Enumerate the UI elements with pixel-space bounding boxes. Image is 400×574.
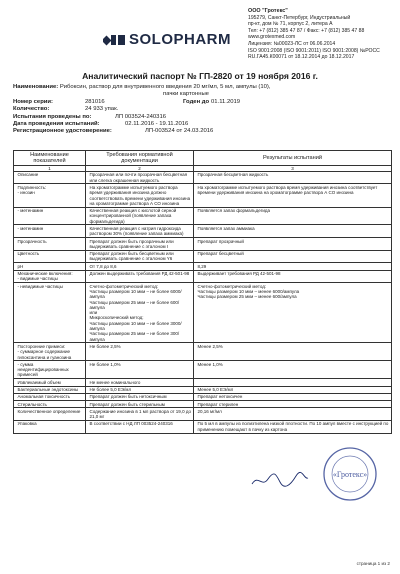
cell-line: Подлинность: bbox=[17, 184, 47, 190]
parameter-cell bbox=[14, 270, 86, 283]
cell-line: Описание bbox=[17, 172, 39, 178]
test-label: Испытания проведены по: bbox=[13, 113, 92, 120]
parameter-cell bbox=[14, 393, 86, 400]
parameter-cell bbox=[14, 225, 86, 238]
cell-line: Счетно-фотометрический метод: bbox=[89, 283, 159, 289]
column-number: 3 bbox=[194, 165, 392, 171]
result-cell bbox=[194, 250, 392, 263]
cell-line: Прозрачность bbox=[17, 238, 47, 244]
cell-line: Содержание инозина в 1 мл раствора от 19,0 до 21,0 мг bbox=[89, 408, 191, 420]
result-cell bbox=[194, 408, 392, 421]
table-row bbox=[14, 171, 392, 184]
series-label: Номер серии: bbox=[13, 98, 53, 105]
company-license: Лицензия: №00023-ЛС от 06.06.2014 bbox=[248, 40, 336, 47]
cell-line: Качественная реакция с кислотой серной концентрированной (появление запаха формальдегида) bbox=[89, 208, 177, 224]
cell-line: Прозрачная бесцветная жидкость bbox=[197, 172, 269, 178]
requirement-cell bbox=[86, 393, 194, 400]
results-table bbox=[13, 150, 392, 434]
cell-line: Прозрачная или почти прозрачная бесцветная или слегка окрашенная жидкость bbox=[89, 172, 188, 183]
requirement-cell bbox=[86, 401, 194, 408]
cell-line: Появляется запах формальдегида bbox=[197, 208, 271, 214]
cell-line: Частицы размером 10 мкм – менее 6000/ампула bbox=[197, 288, 300, 294]
cell-line: Препарат прозрачный bbox=[197, 238, 244, 244]
company-details bbox=[248, 8, 398, 61]
parameter-cell bbox=[14, 250, 86, 263]
cell-line: - инозин bbox=[17, 190, 35, 196]
cell-line: Выдерживает требования РД 42-501-98 bbox=[197, 271, 281, 277]
name-value-cont: пачки картонные bbox=[163, 91, 209, 98]
document-title: Аналитический паспорт № ГП-2820 от 19 ноября 2016 г. bbox=[82, 71, 318, 81]
column-number: 2 bbox=[86, 165, 194, 171]
parameter-cell bbox=[14, 171, 86, 184]
requirement-cell bbox=[86, 250, 194, 263]
result-cell bbox=[194, 420, 392, 433]
table-row bbox=[14, 408, 392, 421]
cell-line: Механические включения: bbox=[17, 271, 73, 277]
table-row bbox=[14, 270, 392, 283]
parameter-cell bbox=[14, 386, 86, 393]
cell-line: 8,29 bbox=[197, 263, 207, 269]
qty-label: Количество: bbox=[13, 106, 50, 113]
logo-text: SOLOPHARM bbox=[129, 31, 231, 48]
parameter-cell bbox=[14, 408, 86, 421]
cell-line: Препарат бесцветный bbox=[197, 251, 244, 257]
signature bbox=[250, 470, 310, 490]
company-stamp bbox=[322, 446, 378, 502]
company-address-line: 195279, Санкт-Петербург, Индустриальный bbox=[248, 14, 351, 21]
company-website: www.grotexmed.com bbox=[248, 34, 296, 41]
table-row bbox=[14, 393, 392, 400]
result-cell bbox=[194, 393, 392, 400]
table-row bbox=[14, 238, 392, 251]
cell-line: По 5 мл в ампулы из полиэтилена низкой плотности. По 10 ампул вместе с инструкцией по применению помещают в пачку из картона bbox=[197, 421, 389, 432]
dates-label: Дата проведения испытаний: bbox=[13, 120, 100, 127]
cell-line: Упаковка bbox=[17, 421, 37, 427]
name-label: Наименование: bbox=[13, 84, 59, 90]
requirement-cell bbox=[86, 238, 194, 251]
cell-line: Микроскопический метод: bbox=[89, 315, 144, 321]
cell-line: - метенамин bbox=[17, 225, 44, 231]
result-cell bbox=[194, 343, 392, 361]
valid-value: 01.11.2019 bbox=[211, 98, 241, 105]
cell-line: - невидимые частицы bbox=[17, 283, 63, 289]
requirement-cell bbox=[86, 171, 194, 184]
parameter-cell bbox=[14, 184, 86, 207]
requirement-cell bbox=[86, 361, 194, 379]
result-cell bbox=[194, 171, 392, 184]
result-cell bbox=[194, 238, 392, 251]
requirement-cell bbox=[86, 207, 194, 225]
cell-line: Препарат должен быть бесцветным или выдерживать сравнение с эталоном Y6 bbox=[89, 251, 174, 262]
name-value: Рибоксин, раствор для внутривенного введения 20 мг/мл, 5 мл, ампулы (10), bbox=[59, 84, 271, 90]
test-value: ЛП 003524-240316 bbox=[115, 113, 167, 120]
cell-line: Не более 1,0% bbox=[89, 361, 121, 367]
cell-line: Не более 5,0 ЕЭ/мл bbox=[89, 387, 132, 392]
cell-line: Препарат должен быть стерильным bbox=[89, 401, 165, 407]
header-cell: Результаты испытаний bbox=[194, 151, 392, 166]
cell-line: Частицы размером 10 мкм – не более 3000/ампула bbox=[89, 320, 182, 332]
cell-line: На хроматограмме испытуемого раствора время удерживания инозина соответствует времени удерживания инозина на хроматограмме раствора А СО инозина bbox=[197, 184, 378, 196]
result-cell bbox=[194, 379, 392, 386]
result-cell bbox=[194, 361, 392, 379]
header-cell: Наименование показателей bbox=[14, 151, 86, 166]
cell-line: Частицы размером 25 мкм – менее 600/ампула bbox=[197, 294, 297, 300]
cell-line: В соответствии с НД ЛП 003524-240316 bbox=[89, 421, 173, 427]
table-row bbox=[14, 420, 392, 433]
parameter-cell bbox=[14, 207, 86, 225]
cell-line: Бактериальные эндотоксины bbox=[17, 387, 79, 392]
cell-line: Счетно-фотометрический метод: bbox=[197, 283, 267, 289]
valid-label: Годен до bbox=[183, 98, 210, 105]
parameter-cell bbox=[14, 263, 86, 270]
cell-line: Менее 2,5% bbox=[197, 343, 223, 349]
cell-line: Должен выдерживать требования РД 42-501-98 bbox=[89, 271, 190, 277]
parameter-cell bbox=[14, 361, 86, 379]
parameter-cell bbox=[14, 420, 86, 433]
solopharm-logo bbox=[103, 31, 231, 48]
solopharm-logo-icon bbox=[103, 33, 125, 47]
cell-line: Стерильность bbox=[17, 401, 47, 407]
requirement-cell bbox=[86, 420, 194, 433]
table-row bbox=[14, 283, 392, 343]
table-row bbox=[14, 379, 392, 386]
requirement-cell bbox=[86, 225, 194, 238]
table-row bbox=[14, 361, 392, 379]
company-iso: ISO 9001:2008 (ISO 9001:2011) ISO 9001:2008) №РОСС bbox=[248, 47, 380, 54]
header-cell: Требования нормативной документации bbox=[86, 151, 194, 166]
cell-line: Посторонние примеси: bbox=[17, 343, 66, 349]
company-phone: Тел: +7 (812) 385 47 87 / Факс: +7 (812) 385 47 88 bbox=[248, 27, 365, 34]
result-cell bbox=[194, 207, 392, 225]
stamp-text: «Гротекс» bbox=[332, 470, 368, 479]
cell-line: Не менее номинального bbox=[89, 379, 141, 385]
table-row bbox=[14, 386, 392, 393]
table-row bbox=[14, 401, 392, 408]
cell-line: Цветность bbox=[17, 251, 40, 257]
table-row bbox=[14, 225, 392, 238]
requirement-cell bbox=[86, 184, 194, 207]
cell-line: Частицы размером 25 мкм – не более 300/ампула bbox=[89, 331, 180, 342]
requirement-cell bbox=[86, 386, 194, 393]
result-cell bbox=[194, 263, 392, 270]
cell-line: На хроматограмме испытуемого раствора время удерживания инозина должно соответствовать времени удерживания инозина на хроматограмме раствора А СО инозина bbox=[89, 184, 191, 206]
table-row bbox=[14, 343, 392, 361]
cell-line: или bbox=[89, 310, 98, 316]
cell-line: Появляется запах аммиака bbox=[197, 225, 255, 231]
company-iso-dates: RU.ГА45.К00071 от 18.12.2014 до 18.12.2017 bbox=[248, 54, 355, 61]
requirement-cell bbox=[86, 270, 194, 283]
table-row bbox=[14, 184, 392, 207]
result-cell bbox=[194, 270, 392, 283]
page-number: страница 1 из 2 bbox=[356, 561, 390, 566]
cell-line: pH bbox=[17, 263, 24, 269]
parameter-cell bbox=[14, 283, 86, 343]
result-cell bbox=[194, 386, 392, 393]
cell-line: Препарат должен быть прозрачным или выдерживать сравнение с эталоном I bbox=[89, 238, 174, 249]
requirement-cell bbox=[86, 379, 194, 386]
parameter-cell bbox=[14, 343, 86, 361]
requirement-cell bbox=[86, 343, 194, 361]
cell-line: Частицы размером 10 мкм – не более 6000/ампула bbox=[89, 288, 182, 300]
cell-line: Менее 1,0% bbox=[197, 361, 223, 367]
qty-value: 24 933 упак. bbox=[85, 106, 119, 113]
result-cell bbox=[194, 225, 392, 238]
cell-line: Количественное определение bbox=[17, 408, 81, 414]
cell-line: - сумма неидентифицированных примесей bbox=[17, 361, 69, 378]
series-value: 281016 bbox=[85, 98, 105, 105]
cell-line: Препарат стерилен bbox=[197, 401, 239, 407]
requirement-cell bbox=[86, 408, 194, 421]
result-cell bbox=[194, 184, 392, 207]
cell-line: Не более 2,5% bbox=[89, 343, 121, 349]
table-row bbox=[14, 207, 392, 225]
parameter-cell bbox=[14, 379, 86, 386]
cell-line: Аномальная токсичность bbox=[17, 394, 71, 400]
cell-line: 20,16 мг/мл bbox=[197, 408, 222, 414]
requirement-cell bbox=[86, 263, 194, 270]
requirement-cell bbox=[86, 283, 194, 343]
cell-line: Качественная реакция с натрия гидроксида раствором 30% (появление запаха аммиака) bbox=[89, 225, 184, 237]
cell-line: Препарат должен быть нетоксичным bbox=[89, 394, 167, 400]
cell-line: Частицы размером 25 мкм – не более 600/ампула bbox=[89, 299, 180, 310]
cell-line: - видимые частицы bbox=[17, 276, 58, 282]
table-row bbox=[14, 250, 392, 263]
cell-line: Извлекаемый объем bbox=[17, 379, 61, 385]
result-cell bbox=[194, 401, 392, 408]
company-address-line: пр-кт, дом № 71, корпус 2, литера А bbox=[248, 21, 333, 28]
reg-value: ЛП-003524 от 24.03.2016 bbox=[145, 128, 214, 135]
results-rows bbox=[14, 171, 392, 433]
table-row bbox=[14, 263, 392, 270]
dates-value: 02.11.2016 - 19.11.2016 bbox=[125, 120, 189, 127]
cell-line: - метенамин bbox=[17, 208, 44, 214]
product-info bbox=[13, 84, 393, 136]
parameter-cell bbox=[14, 238, 86, 251]
column-number: 1 bbox=[14, 165, 86, 171]
table-header-row bbox=[14, 151, 392, 166]
result-cell bbox=[194, 283, 392, 343]
reg-label: Регистрационное удостоверение: bbox=[13, 128, 112, 135]
company-name: ООО "Гротекс" bbox=[248, 8, 288, 14]
parameter-cell bbox=[14, 401, 86, 408]
cell-line: Препарат нетоксичен bbox=[197, 394, 243, 400]
cell-line: От 7,8 до 8,6 bbox=[89, 263, 117, 269]
cell-line: Менее 5,0 ЕЭ/мл bbox=[197, 387, 234, 392]
cell-line: - суммарное содержание гипоксантина и гуанозина bbox=[17, 349, 72, 360]
